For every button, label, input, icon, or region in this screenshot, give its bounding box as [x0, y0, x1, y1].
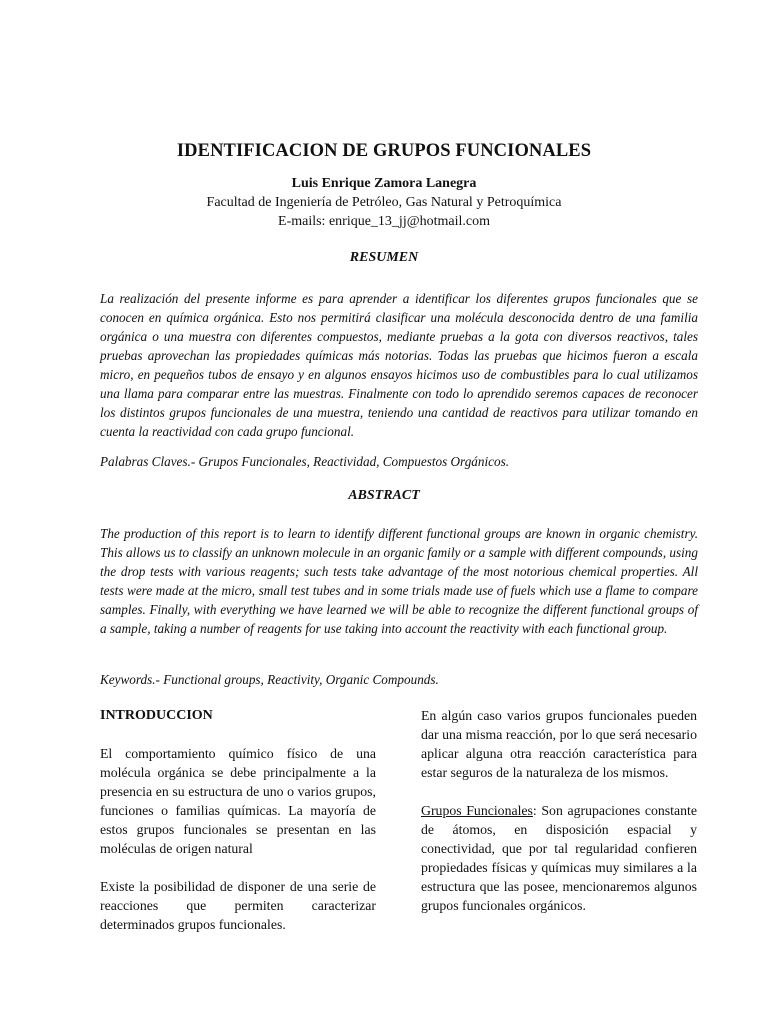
grupos-funcionales-term: Grupos Funcionales	[421, 803, 533, 818]
resumen-heading: RESUMEN	[349, 250, 419, 265]
abstract-heading: ABSTRACT	[348, 488, 420, 503]
introduccion-heading: INTRODUCCION	[100, 708, 213, 723]
resumen-keywords: Palabras Claves.- Grupos Funcionales, Reactividad, Compuestos Orgánicos.	[100, 454, 510, 469]
grupos-funcionales-definition: : Son agrupaciones constante de átomos, en disposición espacial y conectividad, que por tal regularidad confieren propiedades físicas y químicas muy similares a la estructura que las posee, mencionaremos algunos grupos funcionales orgánicos.	[421, 803, 697, 913]
abstract-body: The production of this report is to learn to identify different functional groups are known in organic chemistry. This allows us to classify an unknown molecule in an organic family or a sample with different compounds, using the drop tests with various reagents; such tests take advantage of the most notorious chemical properties. All tests were made at the micro, small test tubes and in some trials made use of fuels which use a flame to compare samples. Finally, with everything we have learned we will be able to recognize the different functional groups of a sample, taking a number of reagents for use taking into account the reactivity with each functional group.	[100, 526, 698, 636]
intro-paragraph-2: Existe la posibilidad de disponer de una serie de reacciones que permiten caracterizar determinados grupos funcionales.	[100, 879, 376, 932]
abstract-keywords: Keywords.- Functional groups, Reactivity, Organic Compounds.	[100, 672, 439, 687]
author-name: Luis Enrique Zamora Lanegra	[291, 176, 477, 191]
left-column	[100, 706, 376, 934]
intro-paragraph-1: El comportamiento químico físico de una molécula orgánica se debe principalmente a la presencia en su estructura de uno o varios grupos, funciones o familias químicas. La mayoría de estos grupos funcionales se presentan en las moléculas de origen natural	[100, 746, 376, 856]
author-affiliation: Facultad de Ingeniería de Petróleo, Gas Natural y Petroquímica	[206, 195, 562, 210]
resumen-body: La realización del presente informe es para aprender a identificar los diferentes grupos funcionales que se conocen en química orgánica. Esto nos permitirá clasificar una molécula desconocida dentro de una familia orgánica o una muestra con diferentes compuestos, mediante pruebas a la gota con diversos reactivos, tales pruebas aprovechan las propiedades químicas más notorias. Todas las pruebas que hicimos fueron a escala micro, en pequeños tubos de ensayo y en algunos ensayos hicimos uso de combustibles para lo cual utilizamos una llama para comparar entre las muestras. Finalmente con todo lo aprendido seremos capaces de reconocer los distintos grupos funcionales de una muestra, teniendo una cantidad de reactivos para utilizar tomando en cuenta la reactividad con cada grupo funcional.	[100, 291, 698, 439]
paper-title: IDENTIFICACION DE GRUPOS FUNCIONALES	[176, 141, 592, 161]
right-paragraph-2	[421, 801, 697, 915]
author-email: E-mails: enrique_13_jj@hotmail.com	[278, 214, 490, 229]
right-column	[421, 706, 697, 915]
right-paragraph-1: En algún caso varios grupos funcionales pueden dar una misma reacción, por lo que será necesario aplicar alguna otra reacción característica para estar seguros de la naturaleza de los mismos.	[421, 708, 697, 780]
